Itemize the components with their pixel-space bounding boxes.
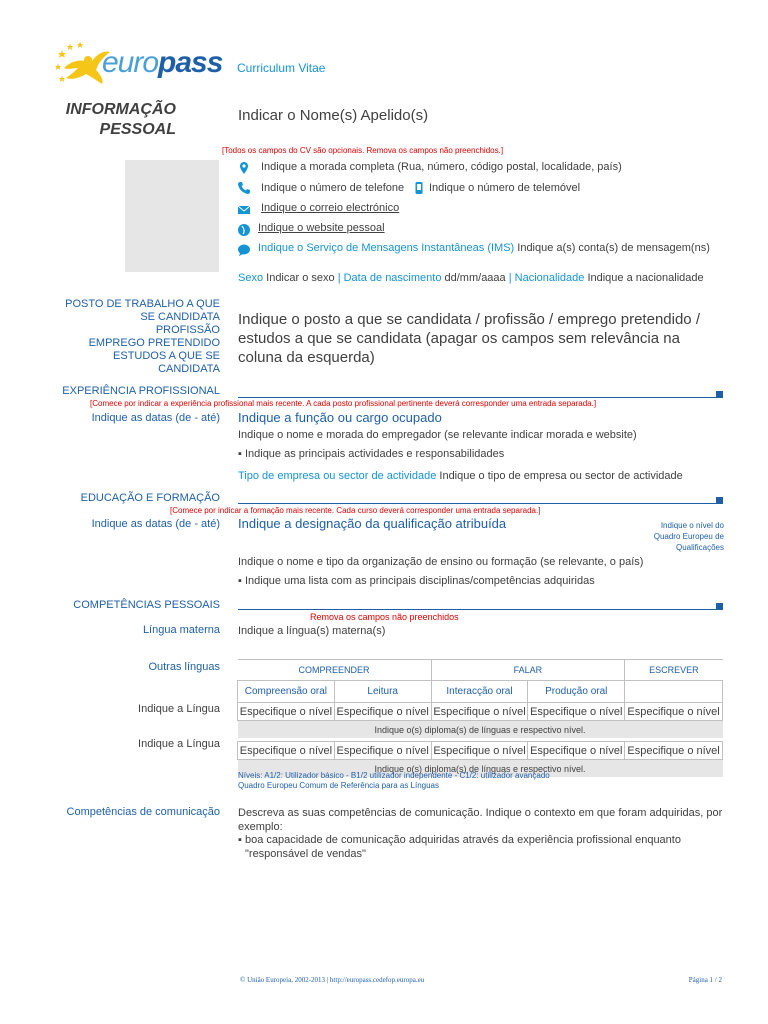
birth-label: Data de nascimento	[343, 272, 442, 284]
education-dates: Indique as datas (de - até)	[91, 518, 220, 530]
level-cell: Especifique o nível	[528, 742, 625, 760]
language-name: Indique a Língua	[138, 738, 220, 750]
communication-text: Descreva as suas competências de comunicação. Indique o contexto em que foram adquiridas, por exemplo:	[238, 807, 723, 833]
languages-table	[237, 659, 723, 777]
mobile-field: Indique o número de telemóvel	[429, 182, 581, 194]
header-write: ESCREVER	[625, 660, 723, 681]
language-name: Indique a Língua	[138, 703, 220, 715]
experience-dates: Indique as datas (de - até)	[91, 412, 220, 424]
address-field: Indique a morada completa (Rua, número, código postal, localidade, país)	[261, 161, 622, 173]
skills-note: Remova os campos não preenchidos	[310, 612, 459, 622]
business-value: Indique o tipo de empresa ou sector de actividade	[439, 470, 683, 482]
phone-icon	[237, 181, 251, 195]
diploma-cell: Indique o(s) diploma(s) de línguas e respectivo nível.	[238, 760, 723, 778]
communication-label: Competências de comunicação	[66, 806, 220, 818]
chat-icon	[237, 243, 251, 257]
europass-logo	[54, 40, 224, 90]
experience-activities: ▪ Indique as principais actividades e responsabilidades	[238, 448, 505, 460]
job-label-line: ESTUDOS A QUE SE	[113, 350, 220, 362]
sex-value: Indicar o sexo	[266, 272, 335, 284]
level-cell: Especifique o nível	[431, 742, 528, 760]
logo-text-pass: pass	[158, 46, 223, 79]
phone-field: Indique o número de telefone	[261, 182, 405, 194]
birth-value: dd/mm/aaaa	[444, 272, 506, 284]
header-listening: Compreensão oral	[238, 681, 335, 703]
communication-bullet: ▪ boa capacidade de comunicação adquiridas através da experiência profissional enquanto	[238, 834, 681, 846]
personal-title-line1: INFORMAÇÃO	[65, 101, 176, 118]
sex-label: Sexo	[238, 272, 264, 284]
level-cell: Especifique o nível	[528, 703, 625, 721]
footer-copyright: © União Europeia, 2002-2013 | http://europass.cedefop.europa.eu	[240, 976, 425, 984]
level-cell: Especifique o nível	[431, 703, 528, 721]
mobile-icon	[414, 181, 424, 195]
personal-section-title	[66, 100, 176, 140]
level-cell: Especifique o nível	[334, 703, 431, 721]
eqf-line: Qualificações	[675, 543, 724, 552]
skills-title: COMPETÊNCIAS PESSOAIS	[73, 599, 220, 611]
footer-page: Página 1 / 2	[688, 976, 722, 984]
skills-divider	[238, 609, 716, 610]
nat-label: Nacionalidade	[514, 272, 585, 284]
header-write-empty	[625, 681, 723, 703]
personal-title-line2: PESSOAL	[99, 121, 176, 138]
personal-note: [Todos os campos do CV são opcionais. Remova os campos não preenchidos.]	[222, 146, 504, 155]
experience-employer: Indique o nome e morada do empregador (se relevante indicar morada e website)	[238, 429, 637, 441]
separator: |	[337, 272, 341, 284]
other-languages-label: Outras línguas	[148, 661, 220, 673]
experience-role: Indique a função ou cargo ocupado	[238, 410, 442, 425]
education-subjects: ▪ Indique uma lista com as principais disciplinas/competências adquiridas	[238, 575, 595, 587]
business-label: Tipo de empresa ou sector de actividade	[238, 470, 437, 482]
eqf-line: Quadro Europeu de	[653, 532, 724, 541]
experience-divider	[238, 397, 716, 398]
website-link[interactable]: Indique o website pessoal	[258, 222, 385, 234]
levels-note	[238, 771, 550, 791]
experience-note: [Comece por indicar a experiência profissional mais recente. A cada posto profissional pertinente deverá corresponder uma entrada separada.]	[90, 399, 597, 408]
education-note: [Comece por indicar a formação mais recente. Cada curso deverá corresponder uma entrada separada.]	[170, 506, 541, 515]
experience-business	[238, 469, 683, 483]
mother-tongue-value: Indique a língua(s) materna(s)	[238, 625, 386, 637]
level-cell: Especifique o nível	[334, 742, 431, 760]
levels-note-line: Quadro Europeu Comum de Referência para as Línguas	[238, 781, 440, 790]
skills-square	[716, 603, 723, 610]
education-organisation: Indique o nome e tipo da organização de ensino ou formação (se relevante, o país)	[238, 556, 644, 568]
nat-value: Indique a nacionalidade	[587, 272, 704, 284]
experience-square	[716, 391, 723, 398]
level-cell: Especifique o nível	[238, 742, 335, 760]
im-value: Indique a(s) conta(s) de mensagem(ns)	[517, 242, 710, 254]
job-label-line: EMPREGO PRETENDIDO	[88, 337, 220, 349]
email-link[interactable]: Indique o correio electrónico	[261, 202, 400, 214]
levels-note-line: Níveis: A1/2: Utilizador básico - B1/2 utilizador independente - C1/2: utilizador avançado	[238, 771, 550, 780]
education-title: EDUCAÇÃO E FORMAÇÃO	[80, 492, 220, 504]
job-label-line: SE CANDIDATA	[140, 311, 220, 323]
job-label-line: PROFISSÃO	[155, 324, 220, 336]
job-label-line: POSTO DE TRABALHO A QUE	[65, 298, 220, 310]
education-qualification: Indique a designação da qualificação atribuída	[238, 516, 507, 531]
level-cell: Especifique o nível	[238, 703, 335, 721]
separator: |	[508, 272, 512, 284]
header-production: Produção oral	[528, 681, 625, 703]
header-reading: Leitura	[334, 681, 431, 703]
level-cell: Especifique o nível	[625, 703, 723, 721]
header-interaction: Interacção oral	[431, 681, 528, 703]
job-text: Indique o posto a que se candidata / profissão / emprego pretendido / estudos a que se candidata (apagar os campos sem relevância na coluna da esquerda)	[238, 311, 700, 366]
header-speak: FALAR	[431, 660, 625, 681]
mother-tongue-label: Língua materna	[142, 624, 220, 636]
education-divider	[238, 503, 716, 504]
name-field: Indicar o Nome(s) Apelido(s)	[238, 107, 429, 124]
eqf-level	[654, 520, 724, 553]
job-label	[65, 298, 220, 376]
logo-text-euro: euro	[102, 46, 159, 79]
education-square	[716, 497, 723, 504]
location-pin-icon	[237, 161, 251, 175]
experience-title: EXPERIÊNCIA PROFISSIONAL	[62, 385, 220, 397]
header-understand: COMPREENDER	[238, 660, 432, 681]
personal-details-line	[238, 272, 704, 284]
email-icon	[237, 203, 251, 217]
job-label-line: CANDIDATA	[158, 363, 220, 375]
diploma-cell: Indique o(s) diploma(s) de línguas e respectivo nível.	[238, 721, 723, 739]
doc-type: Curriculum Vitae	[237, 61, 326, 75]
im-label: Indique o Serviço de Mensagens Instantâneas (IMS)	[258, 242, 515, 254]
eqf-line: Indique o nível do	[660, 521, 724, 530]
communication-bullet-cont: "responsável de vendas"	[245, 848, 366, 860]
photo-placeholder	[125, 160, 219, 272]
website-icon	[237, 223, 251, 237]
level-cell: Especifique o nível	[625, 742, 723, 760]
